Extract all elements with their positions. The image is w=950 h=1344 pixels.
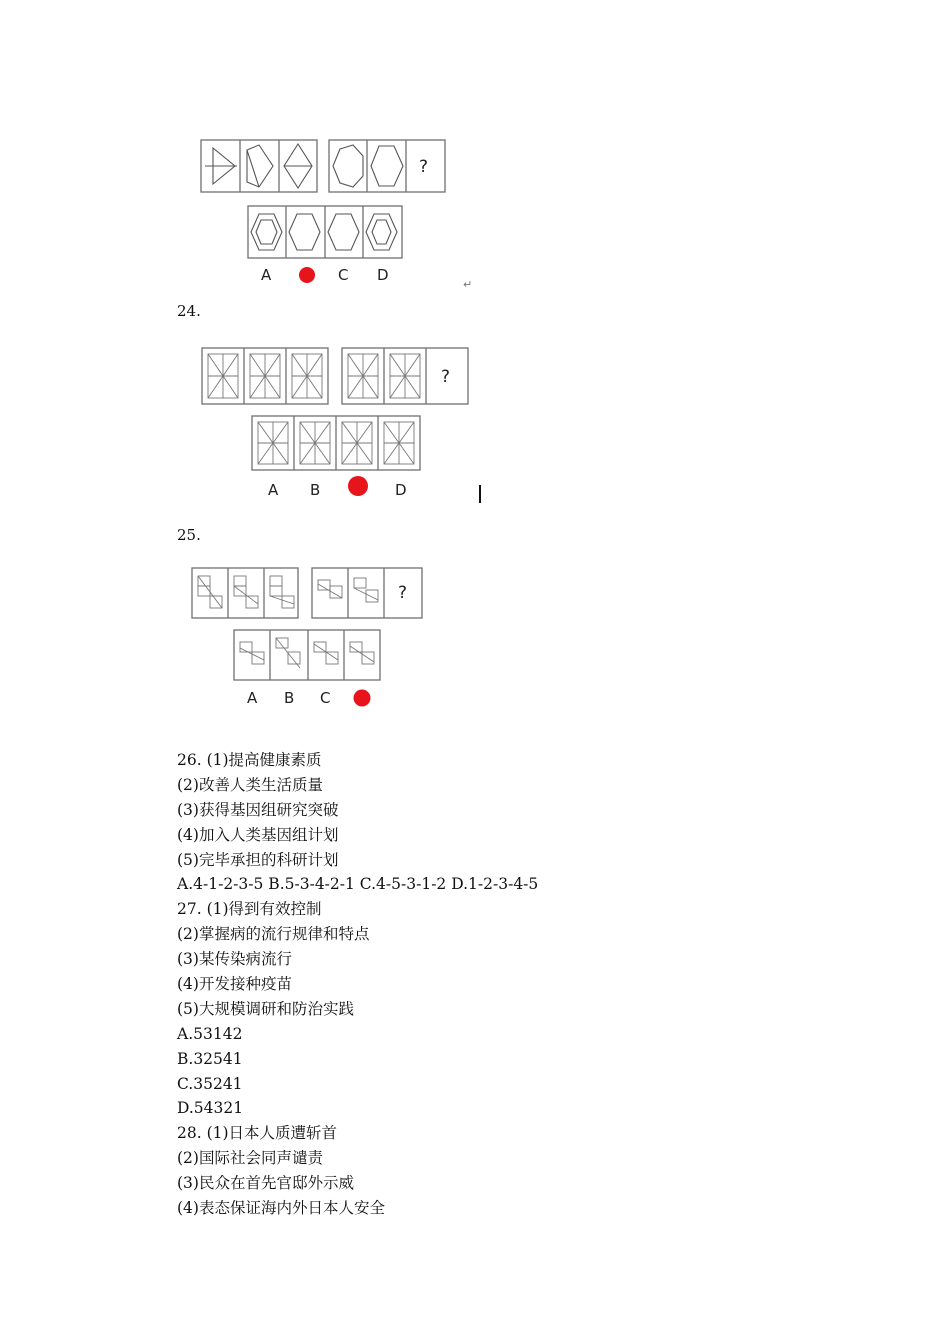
q25-unknown-mark: ?	[398, 583, 408, 603]
q25-question-group-1	[192, 568, 298, 618]
text-line: A.53142	[177, 1024, 243, 1043]
text-line: (3)民众在首先官邸外示威	[177, 1174, 354, 1193]
text-questions	[177, 748, 777, 1221]
q24-figure	[198, 344, 478, 504]
q24-figure-svg	[198, 344, 478, 504]
q24-unknown-mark: ?	[441, 367, 451, 387]
q23-option-d-label: D	[377, 266, 389, 284]
text-line: (4)加入人类基因组计划	[177, 825, 339, 844]
text-line: D.54321	[177, 1099, 244, 1118]
text-cursor	[479, 485, 481, 503]
q25-options-group	[234, 630, 380, 680]
text-line: (5)大规模调研和防治实践	[177, 999, 354, 1018]
text-line: A.4-1-2-3-5 B.5-3-4-2-1 C.4-5-3-1-2 D.1-2-3-4-5	[177, 875, 539, 894]
text-line: (3)获得基因组研究突破	[177, 800, 339, 819]
q24-option-a-label: A	[268, 481, 279, 499]
q23-question-group-1	[201, 140, 317, 192]
text-line: (5)完毕承担的科研计划	[177, 850, 339, 869]
q23-answer-dot	[299, 267, 315, 283]
q25-figure-svg	[188, 564, 428, 714]
q23-question-group-2	[329, 140, 445, 192]
text-line: (4)表态保证海内外日本人安全	[177, 1199, 385, 1218]
q23-option-c-label: C	[338, 266, 349, 284]
q24-number: 24.	[177, 302, 201, 320]
text-line: (2)改善人类生活质量	[177, 775, 323, 794]
q24-question-group-2	[342, 348, 468, 404]
text-line: B.32541	[177, 1049, 243, 1068]
text-line: 26. (1)提高健康素质	[177, 751, 322, 769]
q23-figure	[195, 136, 485, 296]
q24-option-d-label: D	[395, 481, 407, 499]
text-line: (4)开发接种疫苗	[177, 975, 292, 994]
text-line: 28. (1)日本人质遭斩首	[177, 1124, 338, 1143]
text-line: (2)国际社会同声谴责	[177, 1149, 323, 1168]
text-line: 27. (1)得到有效控制	[177, 900, 322, 919]
q24-option-b-label: B	[310, 481, 321, 499]
q25-question-group-2	[312, 568, 422, 618]
q23-options-group	[248, 206, 402, 258]
q24-answer-dot	[348, 476, 368, 496]
text-line: (2)掌握病的流行规律和特点	[177, 925, 370, 944]
q25-option-b-label: B	[284, 689, 295, 707]
q24-options-group	[252, 416, 420, 470]
q24-question-group-1	[202, 348, 328, 404]
paragraph-return-mark: ↵	[463, 278, 473, 291]
q25-number: 25.	[177, 526, 201, 544]
text-line: (3)某传染病流行	[177, 950, 292, 969]
q23-option-a-label: A	[261, 266, 272, 284]
q25-option-c-label: C	[320, 689, 331, 707]
q23-figure-svg	[195, 136, 485, 296]
q25-option-a-label: A	[247, 689, 258, 707]
text-line: C.35241	[177, 1074, 243, 1093]
q23-unknown-mark: ?	[419, 157, 429, 177]
q25-answer-dot	[354, 690, 371, 707]
q25-figure	[188, 564, 428, 714]
